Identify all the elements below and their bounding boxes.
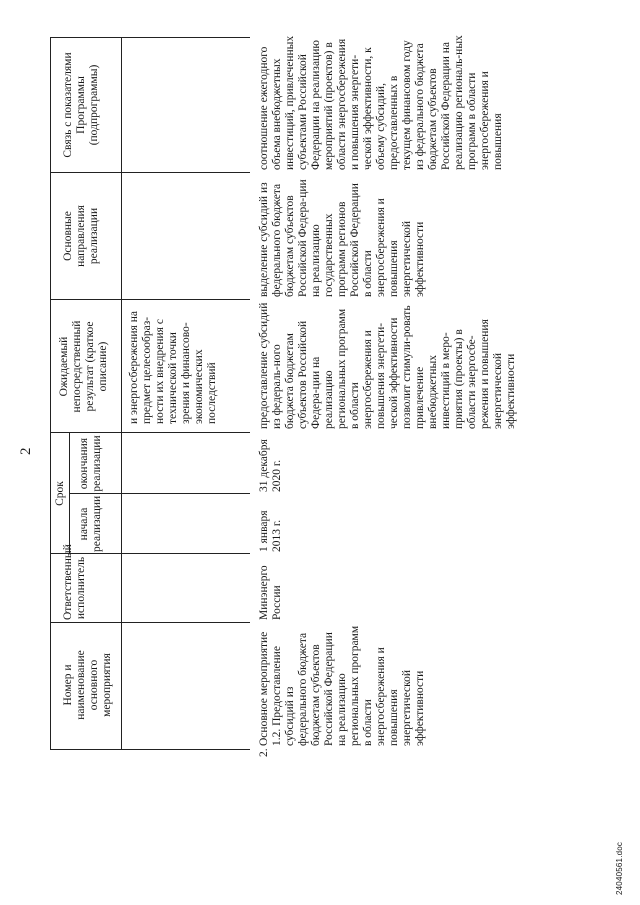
table-left-border <box>50 749 250 750</box>
row-executor: Минэнерго России <box>258 565 283 620</box>
col-divider-5 <box>50 299 250 300</box>
header-term-start: начала реализации <box>78 495 103 552</box>
row-name: Основное мероприятие 1.2. Предоставление субсидий из федерального бюджета бюджетам субъектов Российской Федерации на реализацию региональных программ в области энергосбережения и повышения энергетической эффективности <box>258 625 426 746</box>
table-right-border <box>50 37 250 38</box>
header-bottom-border <box>121 38 122 750</box>
col-divider-6 <box>50 172 250 173</box>
col-divider-2 <box>50 553 250 554</box>
row-directions: выделение субсидий из федерального бюджета бюджетам субъектов Российской Федера-ции на реализацию государственных программ регионов Российской Федерации в области энергосбережения и повышения энергетической эффективности <box>258 179 426 297</box>
header-term: Срок <box>54 481 66 506</box>
header-term-end: окончания реализации <box>78 435 103 492</box>
document-code: 24040561.doc <box>615 841 624 895</box>
row-term-start: 1 января 2013 г. <box>258 510 283 552</box>
page-number: 2 <box>18 447 34 455</box>
row-result: предоставление субсидий из федераль-ного бюджета бюджетам субъектов Российской Федера-ции на реализацию региональных программ в области энергосбережения и повышения энергети-ческой эффективности позволит стимули-ровать привлечение внебюджетных инвестиций в меро-приятия (проекты) в области энергосбе-режения и повышения энергетической эффективности <box>258 302 517 429</box>
header-result: Ожидаемый непосредственный результат (краткое описание) <box>58 320 109 413</box>
header-name: Номер и наименование основного мероприятия <box>62 650 113 720</box>
col-divider-3 <box>69 493 250 494</box>
header-directions: Основные направления реализации <box>62 205 100 267</box>
col-divider-1 <box>50 622 250 623</box>
header-executor: Ответственный исполнитель <box>62 544 87 620</box>
row-number: 2. <box>258 748 270 757</box>
row-term-end: 31 декабря 2020 г. <box>258 439 283 492</box>
col-divider-4 <box>50 432 250 433</box>
continuation-result-text: и энергосбережения на предмет целесообраз-ности их внедрения с технической точки зрения и финансово-экономических последствий <box>128 311 218 424</box>
header-link: Связь с показателями Программы (подпрограммы) <box>62 52 100 158</box>
table-top-border <box>50 38 51 750</box>
row-link: соотношение ежегодного объема внебюджетных инвестиций, привлеченных субъектами Российской Федерации на реализацию мероприятий (проектов) в области энергосбережения и повышения энергети-ческой эффективности, к объему субсидий, предоставленных в текущем финансовом году из федерального бюджета бюджетам субъектов Российской Федерации на реализацию региональ-ных программ в области энергосбережения и повышения <box>258 35 504 170</box>
